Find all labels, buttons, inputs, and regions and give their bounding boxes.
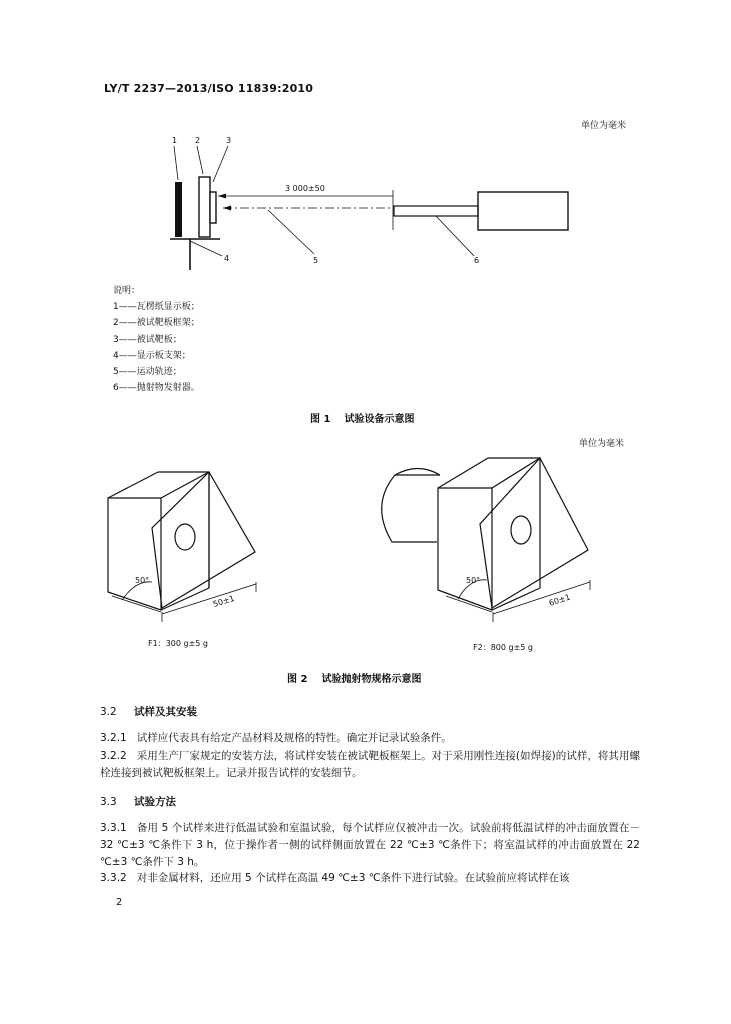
figure1-legend — [113, 283, 200, 396]
figure2-caption-number: 图 2 — [287, 674, 308, 685]
clause-3-2-2 — [100, 748, 640, 782]
clause-text: 试样应代表具有给定产品材料及规格的特性。确定并记录试验条件。 — [136, 732, 452, 744]
trajectory-arrow — [223, 206, 231, 211]
target-plate — [210, 192, 216, 223]
clause-number: 3.2.1 — [100, 732, 127, 744]
clause-number: 3.3.2 — [100, 872, 127, 884]
clause-3-2-1 — [100, 730, 640, 747]
callout-2: 2 — [195, 136, 201, 145]
f1-mass-label: F1：300 g±5 g — [148, 639, 208, 648]
f2-angle-label: 50° — [466, 576, 481, 585]
section-number: 3.2 — [100, 706, 117, 718]
legend-item: 2——被试靶板框架； — [113, 318, 200, 329]
figure2-caption — [287, 670, 421, 685]
callout-4: 4 — [224, 254, 230, 263]
leader-line-6 — [436, 216, 474, 256]
f1-dimension-label: 50±1 — [211, 593, 236, 609]
figure1-caption-number: 图 1 — [310, 414, 331, 425]
corrugated-display-board — [175, 182, 182, 237]
legend-item: 1——瓦楞纸显示板； — [113, 302, 200, 313]
figure1-caption — [310, 410, 414, 425]
callout-3: 3 — [226, 136, 232, 145]
f2-dimension-label: 60±1 — [547, 592, 572, 608]
leader-line-3 — [213, 146, 228, 182]
leader-line-5 — [268, 210, 314, 254]
figure1-unit-note: 单位为毫米 — [581, 121, 627, 131]
f2-mass-label: F2：800 g±5 g — [473, 643, 533, 652]
standard-code-header: LY/T 2237—2013/ISO 11839:2010 — [104, 82, 314, 95]
callout-6: 6 — [474, 256, 480, 265]
page-number: 2 — [116, 897, 123, 908]
section-number: 3.3 — [100, 796, 117, 808]
f1-angle-label: 50° — [135, 576, 150, 585]
clause-3-3-2 — [100, 870, 640, 887]
legend-item: 6——抛射物发射器。 — [113, 383, 200, 394]
legend-title: 说明： — [113, 286, 141, 296]
callout-1: 1 — [172, 136, 178, 145]
figure2-caption-text: 试验抛射物规格示意图 — [321, 674, 422, 685]
figure1-caption-text: 试验设备示意图 — [344, 414, 415, 425]
legend-item: 3——被试靶板； — [113, 334, 182, 345]
clause-text: 采用生产厂家规定的安装方法，将试样安装在被试靶板框架上。对于采用刚性连接(如焊接)的试样，将其用螺栓连接到被试靶板框架上。记录并报告试样的安装细节。 — [100, 750, 640, 779]
dimension-arrow-left — [218, 194, 226, 199]
target-frame — [199, 177, 210, 237]
section-title: 试验方法 — [134, 796, 176, 808]
clause-number: 3.3.1 — [100, 822, 127, 834]
legend-item: 4——显示板支架； — [113, 350, 191, 361]
clause-3-3-1 — [100, 820, 640, 871]
section-3-2-heading — [100, 704, 197, 719]
distance-label: 3 000±50 — [285, 184, 325, 193]
callout-5: 5 — [313, 256, 319, 265]
legend-item: 5——运动轨迹； — [113, 367, 182, 378]
section-3-3-heading — [100, 794, 176, 809]
launcher-barrel — [394, 206, 478, 216]
section-title: 试样及其安装 — [134, 706, 197, 718]
leader-line-4 — [190, 241, 222, 256]
leader-line-1 — [174, 146, 178, 180]
launcher-body — [478, 192, 568, 230]
clause-number: 3.2.2 — [100, 750, 127, 762]
clause-text: 对非金属材料，还应用 5 个试样在高温 49 ℃±3 ℃条件下进行试验。在试验前应将试样在该 — [136, 872, 570, 884]
clause-text: 备用 5 个试样来进行低温试验和室温试验，每个试样应仅被冲击一次。试验前将低温试样的冲击面放置在－32 ℃±3 ℃条件下 3 h，位于操作者一侧的试样侧面放置在 22 ℃±3 ℃条件下；将室温试样的冲击面放置在 22 ℃±3 ℃条件下 3 h。 — [100, 822, 640, 868]
figure2-unit-note: 单位为毫米 — [579, 439, 625, 449]
leader-line-2 — [197, 146, 203, 174]
